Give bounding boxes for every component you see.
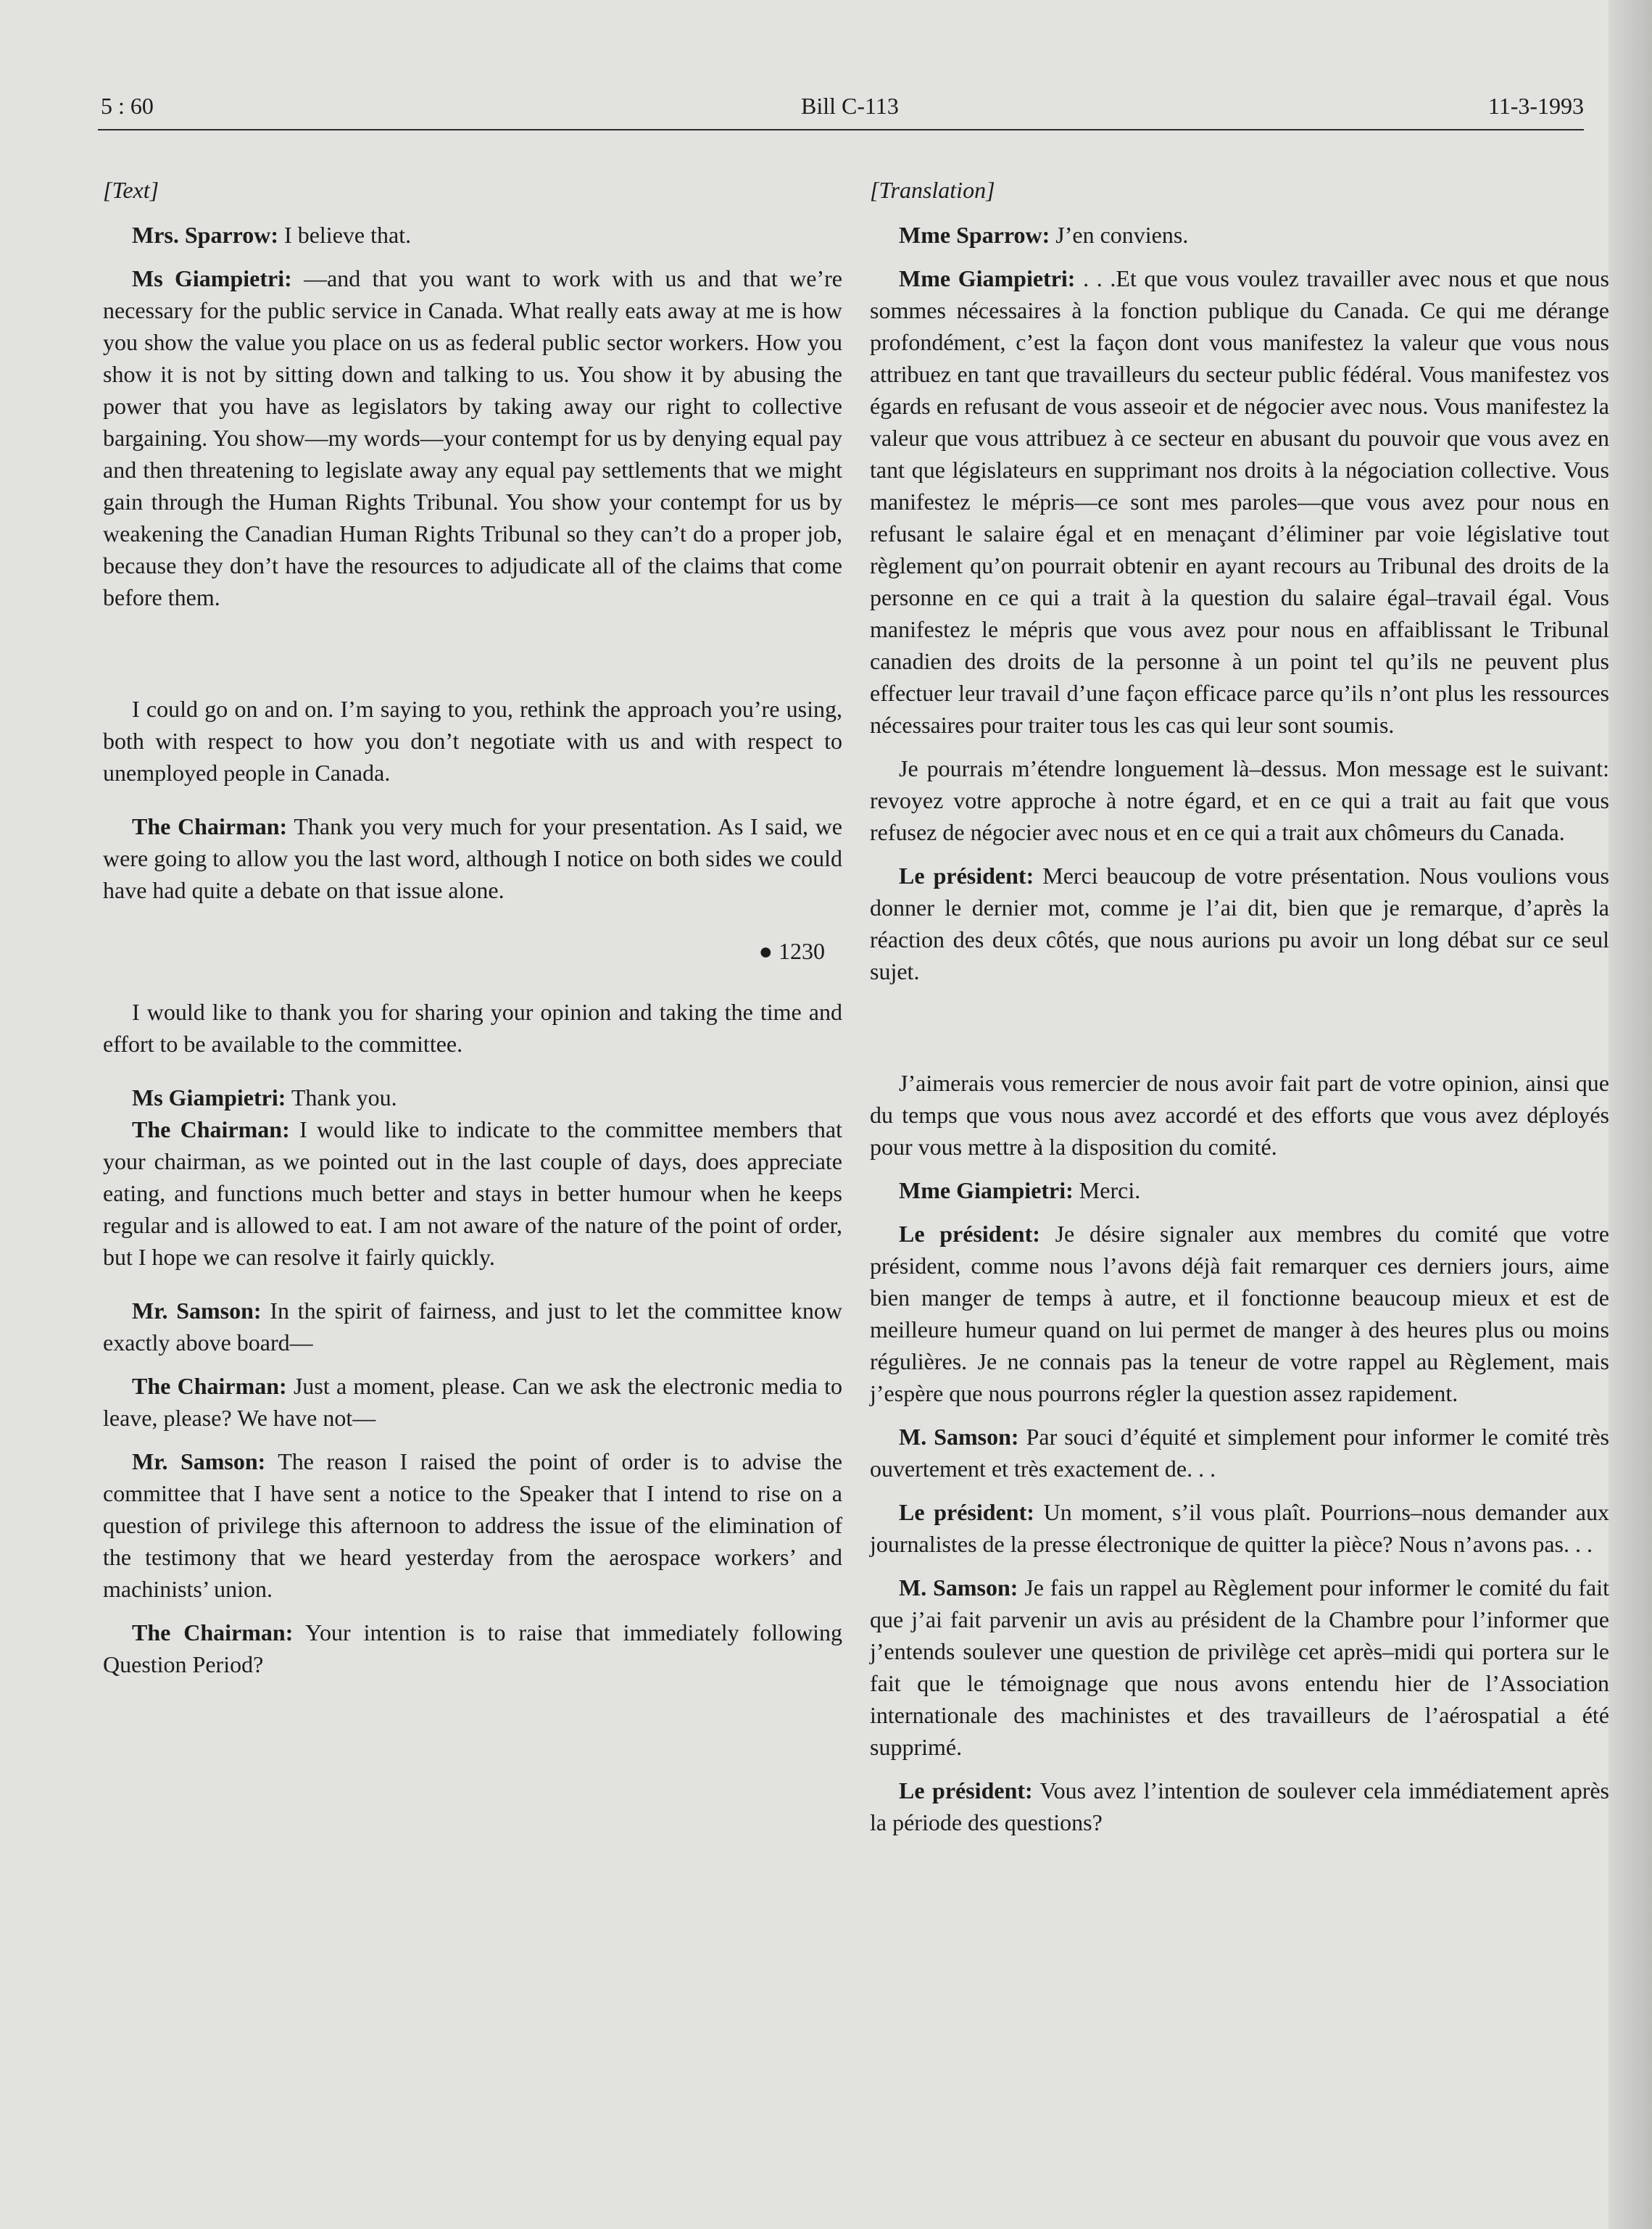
speech-text: Thank you. (286, 1084, 397, 1111)
speaker-name: The Chairman: (132, 1619, 294, 1645)
paragraph (870, 1775, 1609, 1838)
speech-text: . . .Et que vous voulez travailler avec nous et que nous sommes nécessaires à la fonction publique du Canada. Ce qui me dérange profondément, c’est la façon dont vous manifestez la valeur que vous nous attribuez en tant que travailleurs du secteur public fédéral. Vous manifestez vos égards en refusant de vous asseoir et de négocier avec nous. Vous manifestez la valeur que vous attribuez à ce secteur en abusant du pouvoir que vous avez en tant que législateurs en supprimant nos droits à la négociation collective. Vous manifestez le mépris—ce sont mes paroles—que vous avez pour nous en refusant le salaire égal et en menaçant d’éliminer par voie législative tout règlement qu’on pourrait obtenir en ayant recours au Tribunal des droits de la personne en ce qui a trait à la question du salaire égal–travail égal. Vous manifestez le mépris que vous avez pour nous en affaiblissant le Tribunal canadien des droits de la personne à un point tel qu’ils ne peuvent plus effectuer leur travail d’une façon efficace parce qu’ils n’ont plus les ressources nécessaires pour traiter tous les cas qui leur sont soumis. (870, 265, 1610, 738)
speaker-name: Le président: (899, 1221, 1040, 1247)
paragraph: I would like to thank you for sharing your opinion and taking the time and effort to be available to the committee. (103, 999, 842, 1057)
paragraph (103, 1113, 842, 1273)
paragraph (103, 1445, 842, 1605)
speech-text: Merci beaucoup de votre présentation. Nous voulions vous donner le dernier mot, comme je l’ai dit, bien que je remarque, d’après la réaction des deux côtés, que nous aurions pu avoir un long débat sur ce seul sujet. (870, 863, 1610, 984)
paragraph (870, 1496, 1609, 1560)
paragraph (870, 1174, 1609, 1206)
speech-text: Thank you very much for your presentation. As I said, we were going to allow you the last word, although I notice on both sides we could have had quite a debate on that issue alone. (103, 813, 843, 903)
paragraph (103, 810, 842, 906)
paragraph: I could go on and on. I’m saying to you, rethink the approach you’re using, both with respect to how you don’t negotiate with us and with respect to unemployed people in Canada. (103, 696, 842, 786)
paragraph (103, 1295, 842, 1358)
speaker-name: Mme Giampietri: (899, 1177, 1074, 1203)
speech-text: Par souci d’équité et simplement pour informer le comité très ouvertement et très exactement de. . . (870, 1424, 1609, 1482)
paragraph (103, 262, 842, 613)
speaker-name: Ms Giampietri: (132, 265, 292, 291)
paragraph (870, 1218, 1609, 1409)
speech-text: Just a moment, please. Can we ask the electronic media to leave, please? We have not— (103, 1373, 843, 1431)
paragraph (870, 1572, 1609, 1763)
translation-tag: [Translation] (870, 177, 995, 203)
bill-title: Bill C-113 (801, 93, 899, 119)
time-marker: ● 1230 (758, 938, 825, 964)
speech-text: I believe that. (278, 222, 412, 248)
paragraph (103, 1082, 842, 1113)
speaker-name: Ms Giampietri: (132, 1084, 286, 1111)
paragraph: J’aimerais vous remercier de nous avoir fait part de votre opinion, ainsi que du temps que vous nous avez accordé et des efforts que vous avez déployés pour vous mettre à la disposition du comité. (870, 1070, 1609, 1160)
paragraph (870, 860, 1609, 987)
speaker-name: The Chairman: (132, 813, 288, 839)
speech-text: Je fais un rappel au Règlement pour informer le comité du fait que j’ai fait parvenir un avis au président de la Chambre pour l’informer que j’entends soulever une question de privilège cet après–midi qui portera sur le fait que le témoignage que nous avons entendu hier de l’Association internationale des machinistes et des travailleurs de l’aérospatial a été supprimé. (870, 1574, 1609, 1760)
paragraph (103, 1616, 842, 1680)
speech-text: I would like to indicate to the committee members that your chairman, as we pointed out in the last couple of days, does appreciate eating, and functions much better and stays in better humour when he keeps regular and is allowed to eat. I am not aware of the nature of the point of order, but I hope we can resolve it fairly quickly. (103, 1116, 843, 1270)
speech-text: Merci. (1073, 1177, 1141, 1203)
speaker-name: Mrs. Sparrow: (132, 222, 279, 248)
page-edge-shadow (1609, 0, 1652, 2229)
english-column (103, 174, 842, 1680)
speech-text: —and that you want to work with us and that we’re necessary for the public service in Canada. What really eats away at me is how you show the value you place on us as federal public sector workers. How you show it is not by sitting down and talking to us. You show it by abusing the power that you have as legislators by taking away our right to collective bargaining. You show—my words—your contempt for us by denying equal pay and then threatening to legislate away any equal pay settlements that we might gain through the Human Rights Tribunal. You show your contempt for us by weakening the Canadian Human Rights Tribunal so they can’t do a proper job, because they don’t have the resources to adjudicate all of the claims that come before them. (103, 265, 843, 610)
speaker-name: Mme Sparrow: (899, 222, 1050, 248)
speech-text: Vous avez l’intention de soulever cela immédiatement après la période des questions? (870, 1777, 1610, 1835)
speech-text: Your intention is to raise that immediately following Question Period? (103, 1619, 843, 1677)
speaker-name: M. Samson: (899, 1574, 1018, 1601)
speaker-name: M. Samson: (899, 1424, 1019, 1450)
speaker-name: The Chairman: (132, 1116, 290, 1142)
speaker-name: Mr. Samson: (132, 1298, 262, 1324)
speech-text: Un moment, s’il vous plaît. Pourrions–nous demander aux journalistes de la presse électronique de quitter la pièce? Nous n’avons pas. . . (870, 1499, 1609, 1557)
paragraph (870, 262, 1609, 741)
speech-text: J’en conviens. (1050, 222, 1189, 248)
running-header (98, 86, 1584, 130)
page-number: 5 : 60 (101, 93, 154, 119)
paragraph (103, 1370, 842, 1434)
speech-text: Je désire signaler aux membres du comité que votre président, comme nous l’avons déjà fait remarquer ces derniers jours, aime bien manger de temps à autre, et il fonctionne beaucoup mieux et est de meilleure humeur quand on lui permet de manger à des heures plus ou moins régulières. Je ne connais pas la teneur de votre rappel au Règlement, mais j’espère que nous pourrons régler la question assez rapidement. (870, 1221, 1610, 1406)
speaker-name: Mme Giampietri: (899, 265, 1076, 291)
speaker-name: Mr. Samson: (132, 1448, 266, 1474)
french-column (870, 174, 1609, 1838)
text-tag: [Text] (103, 177, 159, 203)
speaker-name: Le président: (899, 863, 1034, 889)
paragraph (103, 219, 842, 251)
speech-text: The reason I raised the point of order is to advise the committee that I have sent a notice to the Speaker that I intend to rise on a question of privilege this afternoon to address the issue of the elimination of the testimony that we heard yesterday from the aerospace workers’ and machinists’ union. (103, 1448, 842, 1602)
paragraph (870, 219, 1609, 251)
paragraph (870, 1421, 1609, 1485)
speaker-name: Le président: (899, 1777, 1033, 1803)
header-date: 11-3-1993 (1487, 93, 1584, 119)
speaker-name: The Chairman: (132, 1373, 287, 1399)
speech-text: In the spirit of fairness, and just to let the committee know exactly above board— (103, 1298, 843, 1356)
paragraph: Je pourrais m’étendre longuement là–dessus. Mon message est le suivant: revoyez votre approche à notre égard, et en ce qui a trait au fait que vous refusez de négocier avec nous et en ce qui a trait aux chômeurs du Canada. (870, 755, 1609, 845)
speaker-name: Le président: (899, 1499, 1034, 1525)
